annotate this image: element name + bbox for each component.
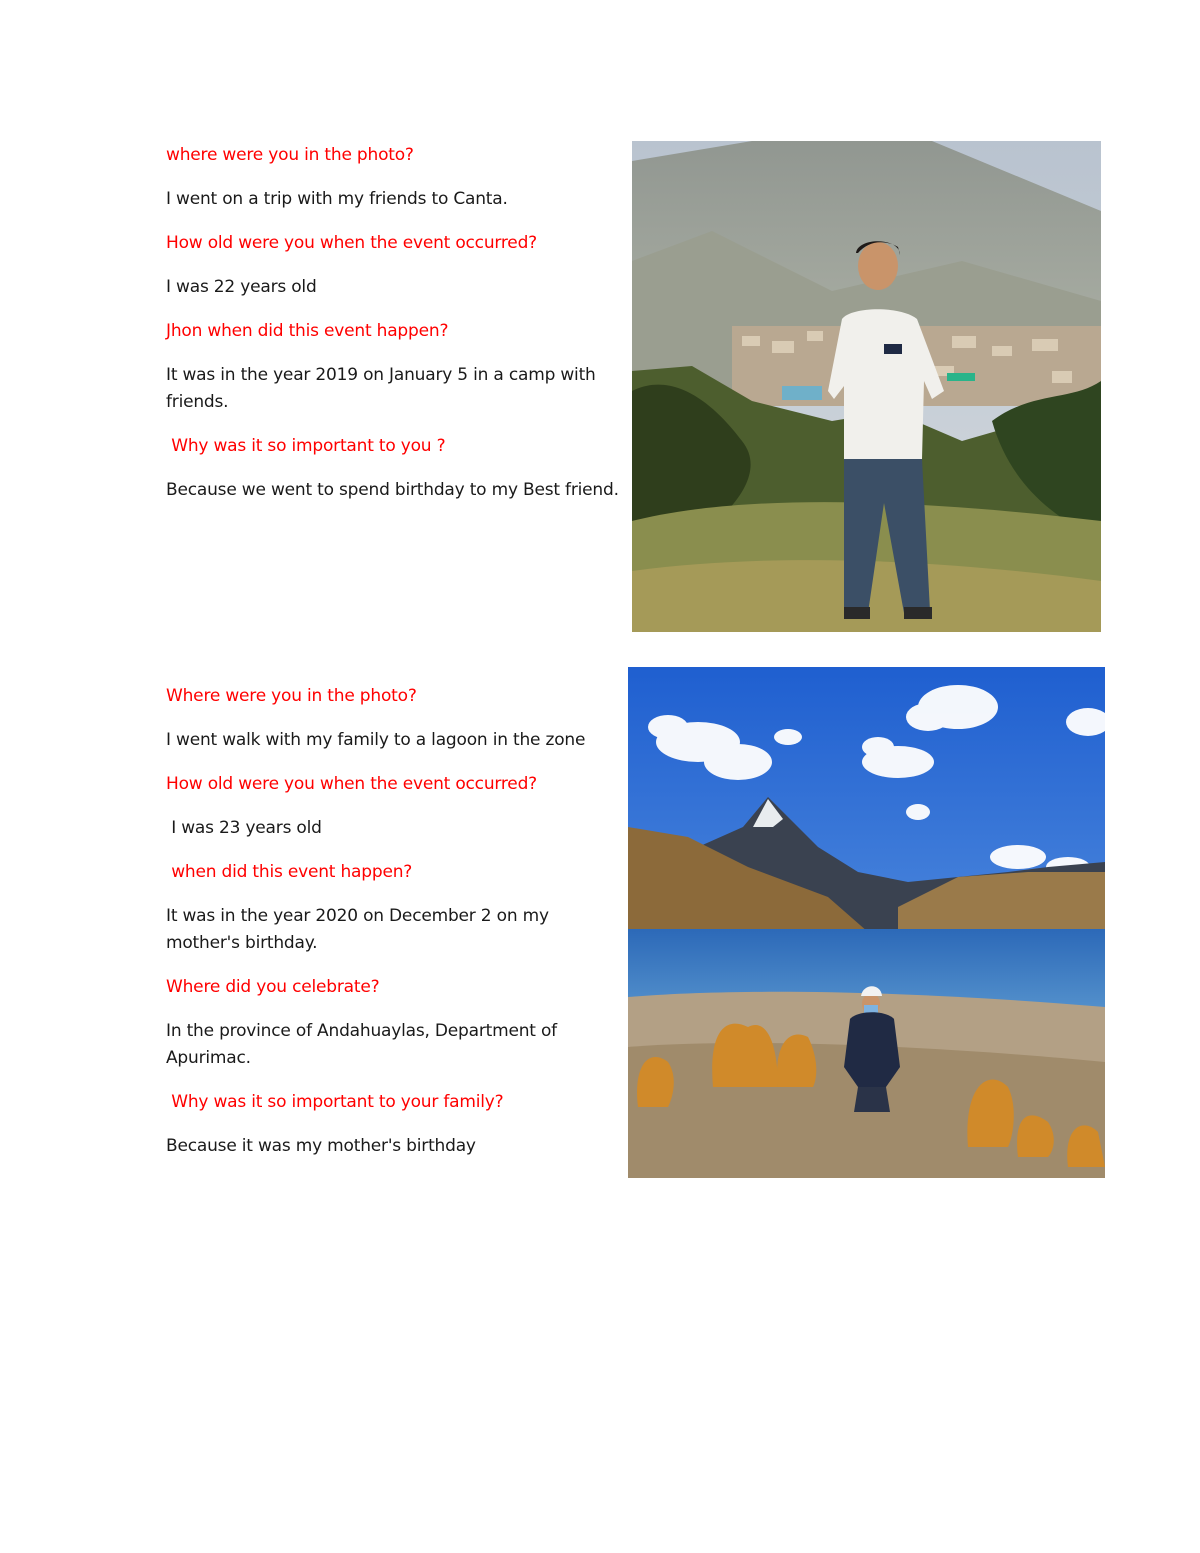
- answer-where: I went on a trip with my friends to Canta.: [166, 189, 508, 209]
- question-why: Why was it so important to your family?: [166, 1092, 504, 1112]
- photo-canta-image: [632, 141, 1101, 632]
- question-where: where were you in the photo?: [166, 145, 414, 165]
- question-when: Jhon when did this event happen?: [166, 321, 449, 341]
- answer-why: Because we went to spend birthday to my Best friend.: [166, 480, 619, 500]
- qa-section-lagoon: [166, 683, 621, 1177]
- question-when: when did this event happen?: [166, 862, 413, 882]
- qa-section-canta: [166, 142, 621, 521]
- answer-age: I was 22 years old: [166, 277, 317, 297]
- question-age: How old were you when the event occurred?: [166, 774, 537, 794]
- photo-lagoon: [628, 667, 1105, 1178]
- answer-when: It was in the year 2020 on December 2 on my mother's birthday.: [166, 906, 549, 953]
- question-age: How old were you when the event occurred?: [166, 233, 537, 253]
- question-why: Why was it so important to you ?: [166, 436, 446, 456]
- answer-why: Because it was my mother's birthday: [166, 1136, 476, 1156]
- photo-canta-valley: [632, 141, 1101, 632]
- question-where: Where were you in the photo?: [166, 686, 417, 706]
- photo-lagoon-image: [628, 667, 1105, 1178]
- answer-celebrate: In the province of Andahuaylas, Department of Apurimac.: [166, 1021, 557, 1068]
- question-celebrate: Where did you celebrate?: [166, 977, 380, 997]
- answer-when: It was in the year 2019 on January 5 in a camp with friends.: [166, 365, 596, 412]
- answer-age: I was 23 years old: [166, 818, 322, 838]
- answer-where: I went walk with my family to a lagoon in the zone: [166, 730, 586, 750]
